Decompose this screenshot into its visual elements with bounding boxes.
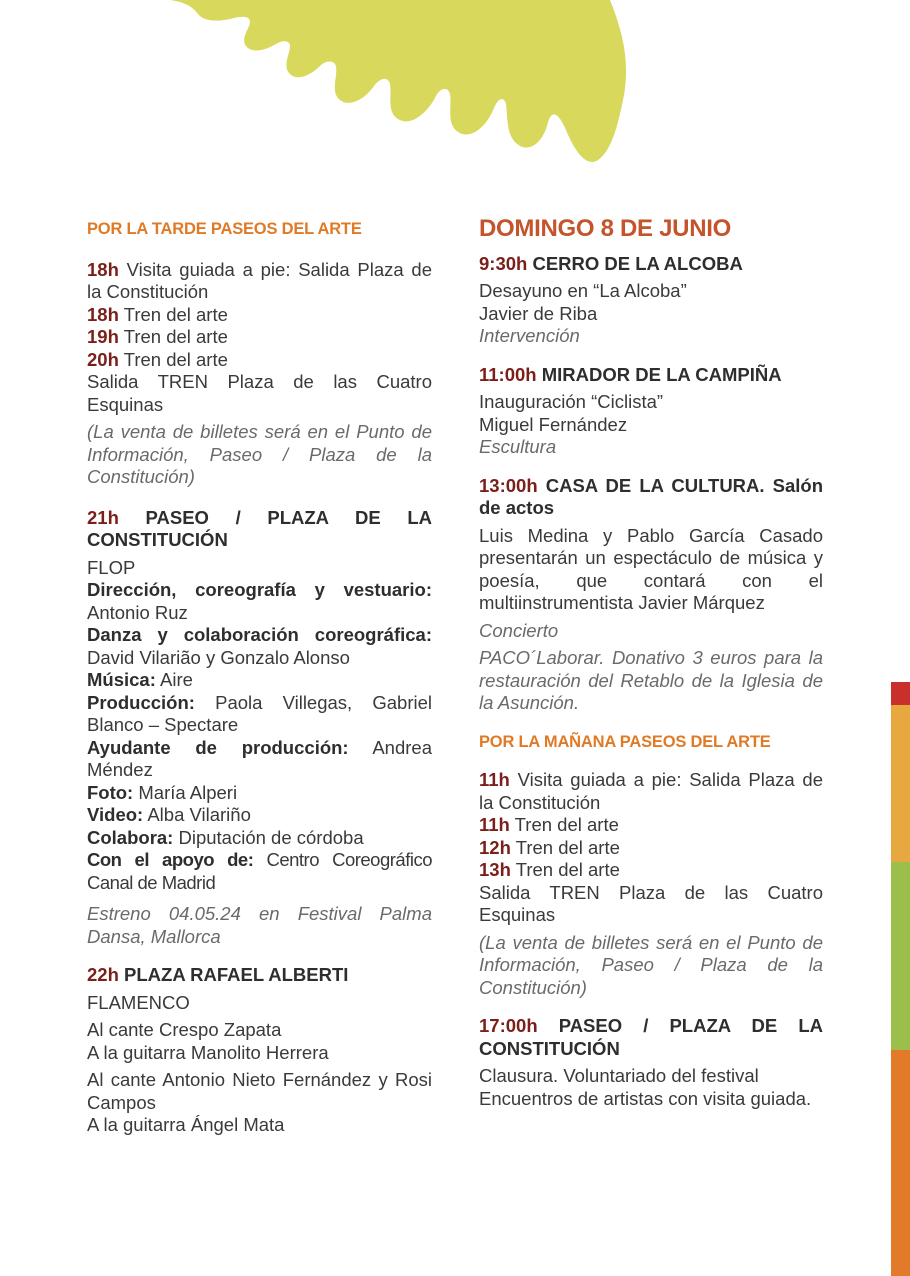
event-description: Luis Medina y Pablo García Casado presentarán un espectáculo de música y poesía, que contará con el multiinstrumentista Javier Márquez: [479, 524, 823, 613]
event-header: 17:00h PASEO / PLAZA DE LA CONSTITUCIÓN: [479, 1015, 824, 1059]
train-item: 12h Tren del arte: [479, 836, 620, 858]
event-line: Miguel Fernández: [479, 413, 628, 435]
premiere-note: Estreno 04.05.24 en Festival Palma Dansa, Mallorca: [87, 903, 432, 947]
credit-line: Ayudante de producción: Andrea Méndez: [87, 736, 432, 780]
genre: FLAMENCO: [87, 991, 190, 1013]
performer-line: Al cante Crespo Zapata: [87, 1019, 282, 1040]
train-item: 19h Tren del arte: [87, 326, 228, 347]
event-header: 22h PLAZA RAFAEL ALBERTI: [87, 964, 349, 985]
show-title: FLOP: [87, 556, 136, 578]
tickets-note: (La venta de billetes será en el Punto de Información, Paseo / Plaza de la Constitución): [479, 931, 823, 998]
event-header: 9:30h CERRO DE LA ALCOBA: [479, 252, 743, 274]
event-type: Intervención: [479, 325, 580, 346]
event-line: Inauguración “Ciclista”: [479, 391, 664, 412]
train-item: 20h Tren del arte: [87, 348, 228, 370]
performer-line: A la guitarra Manolito Herrera: [87, 1041, 329, 1063]
credit-line: Video: Alba Vilariño: [87, 804, 251, 825]
performer-line: A la guitarra Ángel Mata: [87, 1114, 285, 1135]
decorative-stripe-darkorange: [891, 1050, 910, 1276]
performer-line: Al cante Antonio Nieto Fernández y Rosi Campos: [87, 1069, 432, 1113]
credit-line: Colabora: Diputación de córdoba: [87, 826, 364, 848]
event-header: 11:00h MIRADOR DE LA CAMPIÑA: [479, 363, 782, 385]
time-label: 18h: [87, 258, 119, 280]
credit-line: Dirección, coreografía y vestuario: Antonio Ruz: [87, 579, 432, 623]
event-type: Escultura: [479, 436, 557, 457]
decorative-stripe-green: [891, 862, 910, 1052]
event-line: Clausura. Voluntariado del festival: [479, 1065, 759, 1086]
credit-line: Con el apoyo de: Centro Coreográfico Canal de Madrid: [87, 849, 432, 893]
credit-line: Foto: María Alperi: [87, 781, 238, 803]
guided-walk: 18h Visita guiada a pie: Salida Plaza de la Constitución: [87, 258, 432, 302]
decorative-leaf-illustration: [0, 0, 910, 175]
event-line: Javier de Riba: [479, 302, 598, 324]
train-item: 13h Tren del arte: [479, 859, 620, 880]
event-line: Desayuno en “La Alcoba”: [479, 280, 687, 301]
event-type: Concierto: [479, 619, 559, 641]
decorative-stripe-orange: [891, 705, 910, 865]
credit-line: Producción: Paola Villegas, Gabriel Blanco – Spectare: [87, 691, 433, 735]
event-line: Encuentros de artistas con visita guiada.: [479, 1087, 812, 1109]
donation-note: PACO´Laborar. Donativo 3 euros para la restauración del Retablo de la Iglesia de la Asunción.: [479, 647, 823, 713]
guided-walk: 11h Visita guiada a pie: Salida Plaza de la Constitución: [479, 769, 824, 813]
tickets-note: (La venta de billetes será en el Punto de Información, Paseo / Plaza de la Constitución): [87, 421, 432, 487]
train-item: 11h Tren del arte: [479, 814, 619, 835]
afternoon-heading: POR LA TARDE PASEOS DEL ARTE: [87, 220, 362, 238]
train-item: 18h Tren del arte: [87, 303, 228, 325]
train-departure: Salida TREN Plaza de las Cuatro Esquinas: [87, 371, 432, 415]
credit-line: Música: Aire: [87, 669, 193, 690]
right-column: [479, 214, 823, 1110]
train-departure: Salida TREN Plaza de las Cuatro Esquinas: [479, 881, 823, 925]
credit-line: Danza y colaboración coreográfica: David Vilarião y Gonzalo Alonso: [87, 624, 432, 668]
event-header: 13:00h CASA DE LA CULTURA. Salón de actos: [479, 474, 823, 518]
left-column: [87, 214, 432, 1137]
event-header: 21h PASEO / PLAZA DE LA CONSTITUCIÓN: [87, 506, 433, 550]
morning-heading: POR LA MAÑANA PASEOS DEL ARTE: [479, 732, 771, 751]
day-heading: DOMINGO 8 DE JUNIO: [479, 215, 731, 242]
